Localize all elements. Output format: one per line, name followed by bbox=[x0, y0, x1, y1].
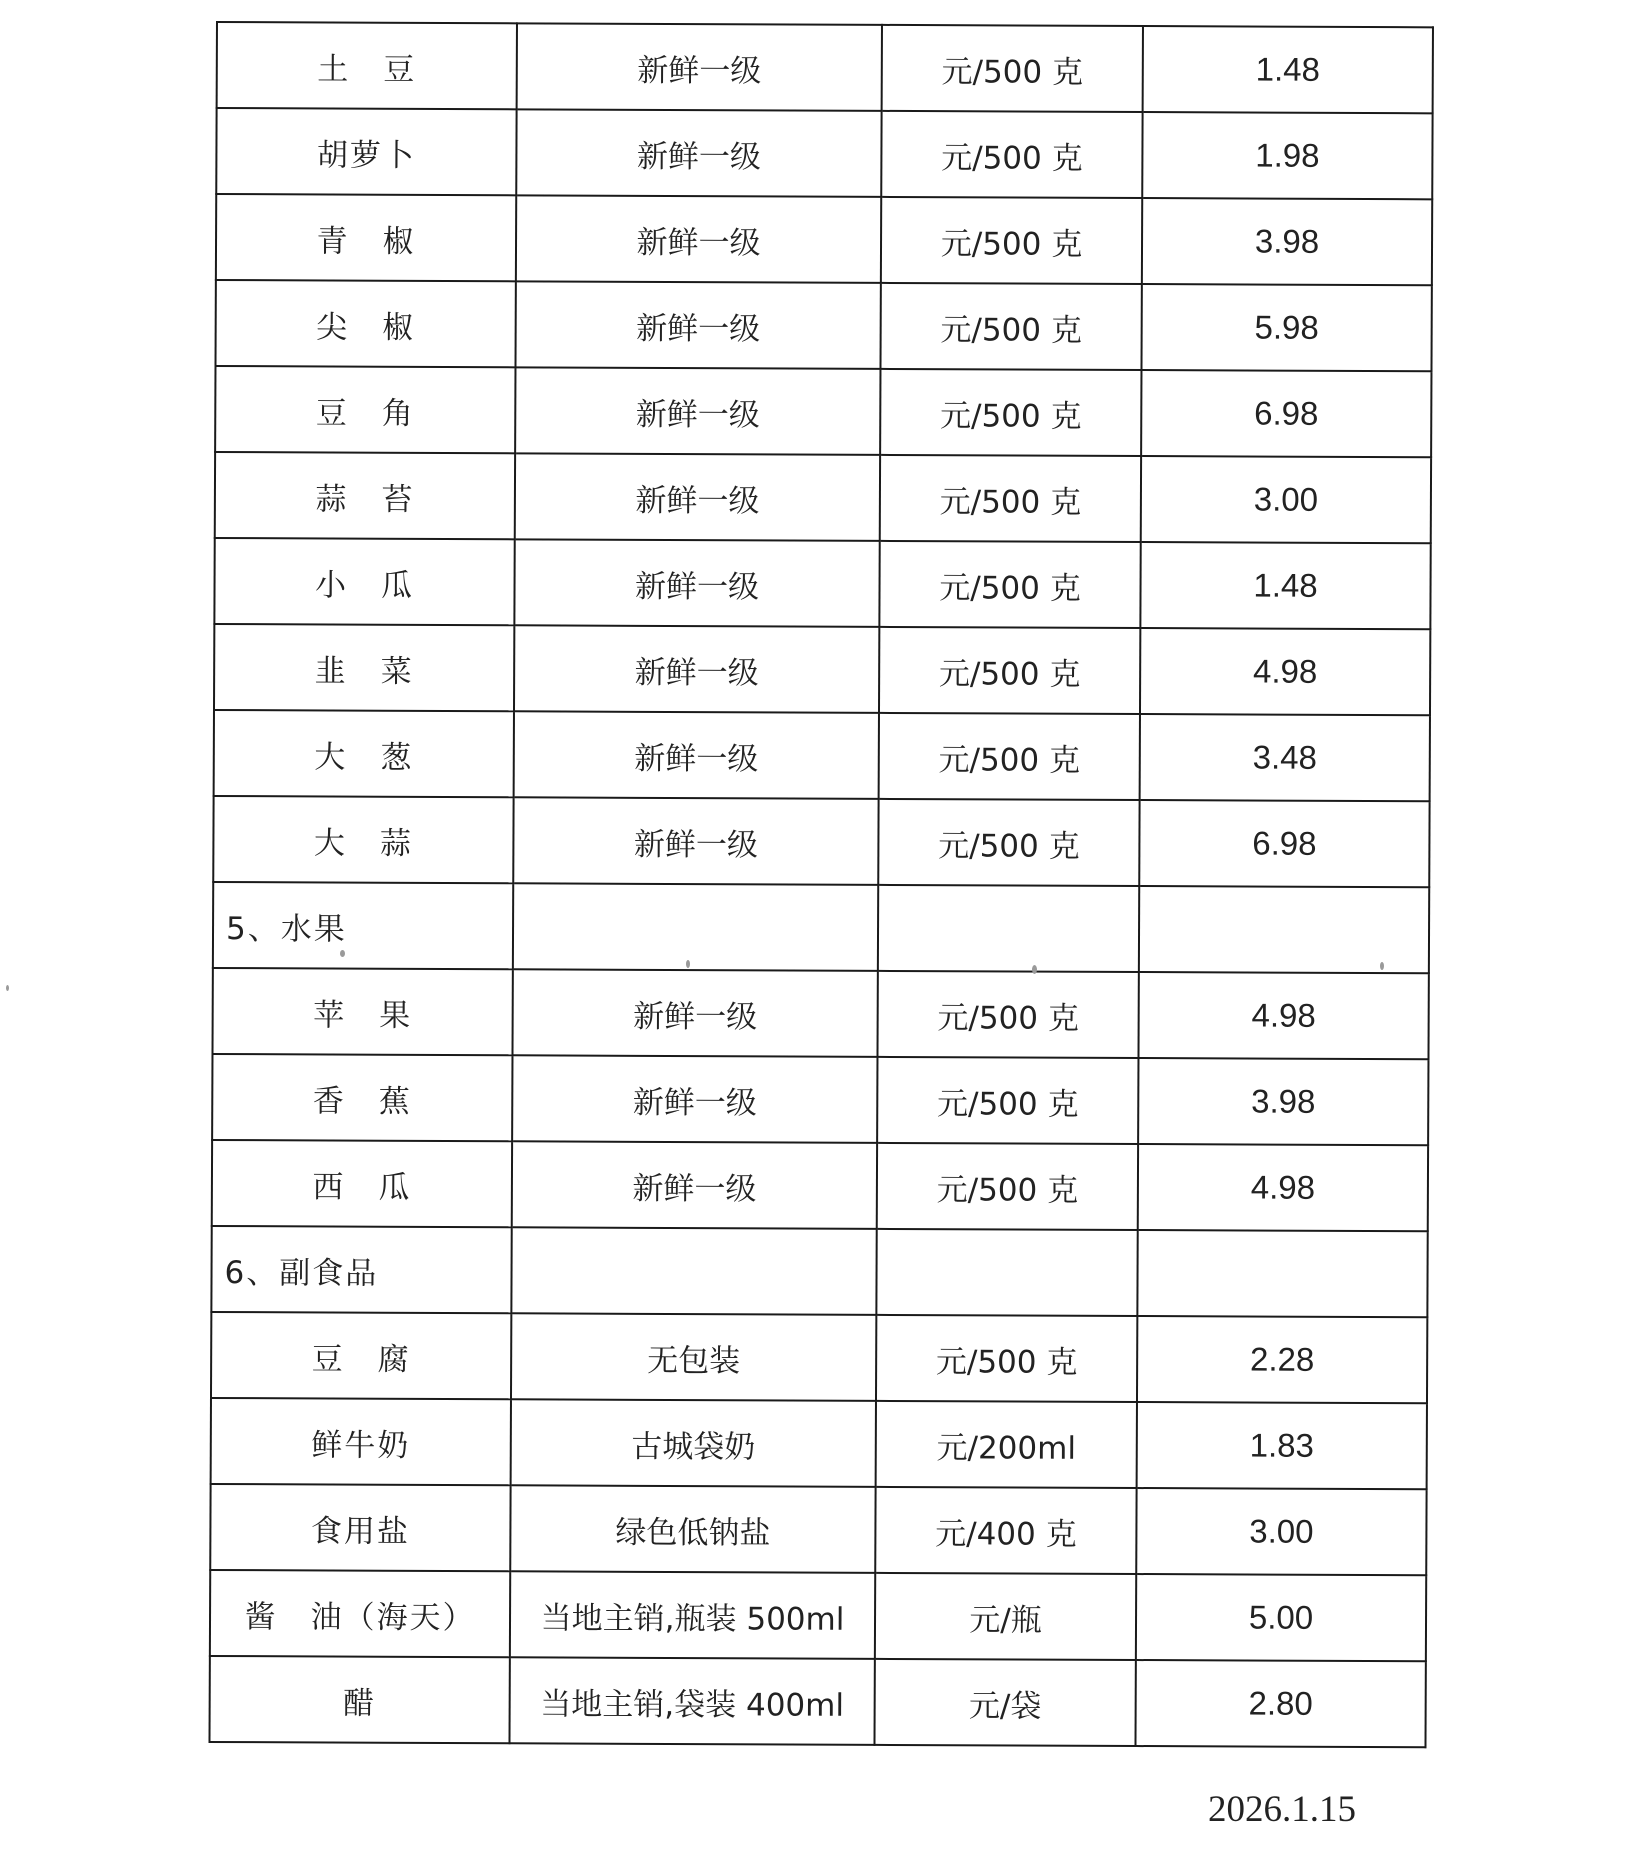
spec-cell: 新鲜一级 bbox=[512, 969, 877, 1057]
price-cell: 4.98 bbox=[1138, 1144, 1428, 1231]
table-row bbox=[214, 624, 1430, 715]
empty-cell bbox=[1139, 886, 1429, 973]
scan-speck bbox=[6, 985, 9, 991]
spec-cell: 新鲜一级 bbox=[514, 711, 879, 799]
section-heading: 6、副食品 bbox=[211, 1226, 511, 1313]
empty-cell bbox=[878, 885, 1139, 972]
table-row bbox=[212, 968, 1428, 1059]
unit-cell: 元/500 克 bbox=[880, 369, 1141, 456]
item-name-cell: 大 葱 bbox=[214, 710, 514, 797]
unit-cell: 元/500 克 bbox=[877, 971, 1138, 1058]
spec-cell: 新鲜一级 bbox=[516, 195, 881, 283]
price-cell: 1.98 bbox=[1142, 112, 1432, 199]
unit-cell: 元/500 克 bbox=[879, 627, 1140, 714]
item-name-cell: 青 椒 bbox=[216, 194, 516, 281]
spec-cell: 新鲜一级 bbox=[517, 23, 882, 111]
spec-cell: 新鲜一级 bbox=[512, 1141, 877, 1229]
table-row bbox=[217, 22, 1433, 113]
unit-cell: 元/500 克 bbox=[878, 799, 1139, 886]
item-name-cell: 食用盐 bbox=[210, 1484, 510, 1571]
spec-cell: 新鲜一级 bbox=[515, 453, 880, 541]
unit-cell: 元/400 克 bbox=[875, 1487, 1136, 1574]
item-name-cell: 鲜牛奶 bbox=[211, 1398, 511, 1485]
unit-cell: 元/袋 bbox=[874, 1659, 1135, 1746]
price-cell: 1.48 bbox=[1143, 26, 1433, 113]
item-name-cell: 土 豆 bbox=[217, 22, 517, 109]
price-cell: 2.80 bbox=[1135, 1660, 1425, 1747]
spec-cell: 当地主销,瓶装 500ml bbox=[510, 1571, 875, 1659]
item-name-cell: 苹 果 bbox=[212, 968, 512, 1055]
unit-cell: 元/200ml bbox=[876, 1401, 1137, 1488]
unit-cell: 元/500 克 bbox=[877, 1143, 1138, 1230]
item-name-cell: 西 瓜 bbox=[212, 1140, 512, 1227]
empty-cell bbox=[513, 883, 878, 971]
table-row bbox=[212, 1054, 1428, 1145]
price-table-body bbox=[209, 22, 1432, 1747]
table-row bbox=[214, 710, 1430, 801]
spec-cell: 古城袋奶 bbox=[511, 1399, 876, 1487]
price-cell: 1.83 bbox=[1137, 1402, 1427, 1489]
spec-cell: 新鲜一级 bbox=[515, 281, 880, 369]
price-cell: 6.98 bbox=[1141, 370, 1431, 457]
spec-cell: 当地主销,袋装 400ml bbox=[509, 1657, 874, 1745]
price-cell: 5.00 bbox=[1136, 1574, 1426, 1661]
document-date: 2026.1.15 bbox=[1208, 1789, 1356, 1830]
unit-cell: 元/瓶 bbox=[875, 1573, 1136, 1660]
spec-cell: 新鲜一级 bbox=[515, 367, 880, 455]
spec-cell: 无包装 bbox=[511, 1313, 876, 1401]
section-heading: 5、水果 bbox=[213, 882, 513, 969]
empty-cell bbox=[1137, 1230, 1427, 1317]
price-cell: 3.48 bbox=[1140, 714, 1430, 801]
unit-cell: 元/500 克 bbox=[881, 197, 1142, 284]
item-name-cell: 醋 bbox=[209, 1656, 509, 1743]
price-cell: 3.00 bbox=[1141, 456, 1431, 543]
item-name-cell: 酱 油（海天） bbox=[210, 1570, 510, 1657]
table-row bbox=[211, 1312, 1427, 1403]
item-name-cell: 豆 腐 bbox=[211, 1312, 511, 1399]
price-cell: 3.98 bbox=[1142, 198, 1432, 285]
spec-cell: 新鲜一级 bbox=[516, 109, 881, 197]
item-name-cell: 韭 菜 bbox=[214, 624, 514, 711]
price-cell: 4.98 bbox=[1140, 628, 1430, 715]
table-row bbox=[211, 1398, 1427, 1489]
unit-cell: 元/500 克 bbox=[876, 1315, 1137, 1402]
scan-speck bbox=[1032, 965, 1037, 974]
spec-cell: 新鲜一级 bbox=[514, 625, 879, 713]
price-cell: 3.00 bbox=[1136, 1488, 1426, 1575]
table-row bbox=[216, 108, 1432, 199]
price-table bbox=[208, 21, 1434, 1748]
price-cell: 1.48 bbox=[1140, 542, 1430, 629]
empty-cell bbox=[511, 1227, 876, 1315]
scan-speck bbox=[686, 960, 690, 968]
spec-cell: 绿色低钠盐 bbox=[510, 1485, 875, 1573]
item-name-cell: 蒜 苔 bbox=[215, 452, 515, 539]
price-cell: 2.28 bbox=[1137, 1316, 1427, 1403]
table-row bbox=[216, 194, 1432, 285]
item-name-cell: 小 瓜 bbox=[214, 538, 514, 625]
unit-cell: 元/500 克 bbox=[880, 455, 1141, 542]
item-name-cell: 豆 角 bbox=[215, 366, 515, 453]
price-cell: 3.98 bbox=[1138, 1058, 1428, 1145]
unit-cell: 元/500 克 bbox=[879, 713, 1140, 800]
price-cell: 6.98 bbox=[1139, 800, 1429, 887]
table-row bbox=[209, 1656, 1425, 1747]
item-name-cell: 胡萝卜 bbox=[216, 108, 516, 195]
table-row bbox=[215, 452, 1431, 543]
price-cell: 5.98 bbox=[1141, 284, 1431, 371]
table-row bbox=[212, 1140, 1428, 1231]
unit-cell: 元/500 克 bbox=[882, 25, 1143, 112]
unit-cell: 元/500 克 bbox=[879, 541, 1140, 628]
table-row bbox=[215, 366, 1431, 457]
table-row bbox=[215, 280, 1431, 371]
table-row bbox=[213, 796, 1429, 887]
item-name-cell: 香 蕉 bbox=[212, 1054, 512, 1141]
item-name-cell: 尖 椒 bbox=[215, 280, 515, 367]
section-row bbox=[213, 882, 1429, 973]
table-row bbox=[214, 538, 1430, 629]
scan-speck bbox=[1380, 962, 1384, 970]
item-name-cell: 大 蒜 bbox=[213, 796, 513, 883]
spec-cell: 新鲜一级 bbox=[513, 797, 878, 885]
spec-cell: 新鲜一级 bbox=[512, 1055, 877, 1143]
empty-cell bbox=[876, 1229, 1137, 1316]
unit-cell: 元/500 克 bbox=[881, 111, 1142, 198]
table-row bbox=[210, 1570, 1426, 1661]
unit-cell: 元/500 克 bbox=[877, 1057, 1138, 1144]
unit-cell: 元/500 克 bbox=[880, 283, 1141, 370]
section-row bbox=[211, 1226, 1427, 1317]
table-row bbox=[210, 1484, 1426, 1575]
scan-speck bbox=[340, 950, 345, 957]
spec-cell: 新鲜一级 bbox=[514, 539, 879, 627]
price-cell: 4.98 bbox=[1138, 972, 1428, 1059]
